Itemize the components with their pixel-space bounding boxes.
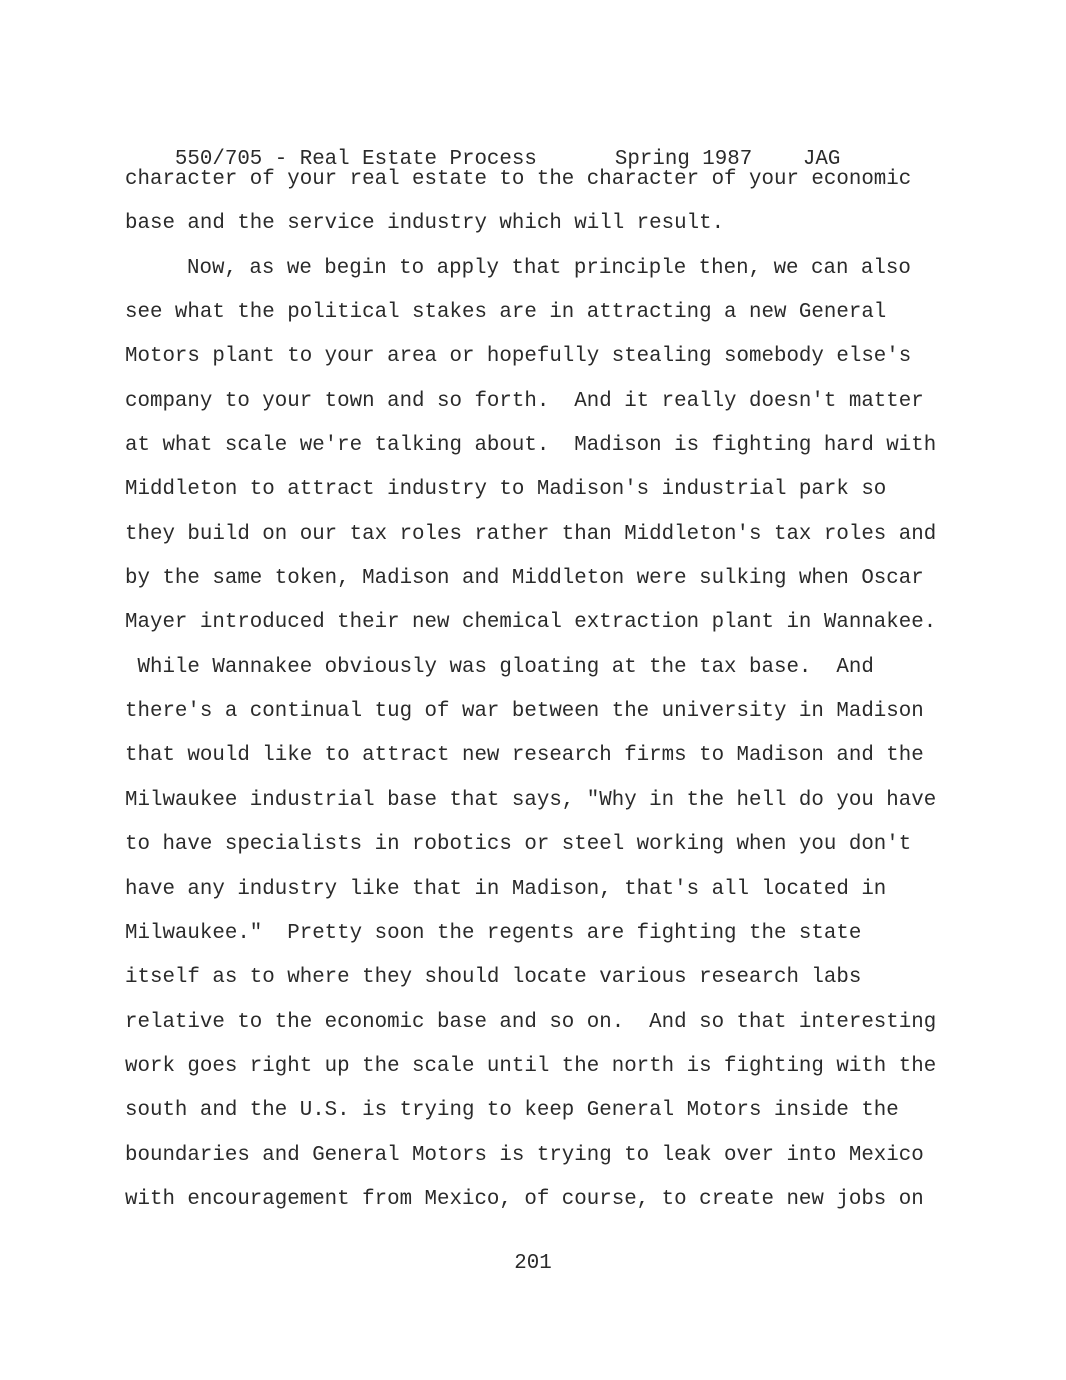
text-line: While Wannakee obviously was gloating at the tax base. And [125,655,874,679]
text-line: base and the service industry which will result. [125,212,725,236]
course-title: 550/705 - Real Estate Process [174,148,537,171]
text-line: Milwaukee industrial base that says, "Why in the hell do you have [125,788,937,812]
text-line: Mayer introduced their new chemical extraction plant in Wannakee. [125,611,937,635]
text-line: boundaries and General Motors is trying to leak over into Mexico [125,1143,924,1167]
text-line: that would like to attract new research firms to Madison and the [125,744,924,768]
paragraph-start-line: Now, as we begin to apply that principle then, we can also [187,256,911,280]
text-line: character of your real estate to the character of your economic [125,168,912,191]
text-line: see what the political stakes are in attracting a new General [125,301,887,325]
page-number: 201 [514,1252,552,1275]
text-line: there's a continual tug of war between the university in Madison [125,700,924,724]
text-line: by the same token, Madison and Middleton were sulking when Oscar [125,567,924,591]
term-label: Spring 1987 [614,148,753,171]
text-line: have any industry like that in Madison, that's all located in [125,877,887,901]
transcript-body [125,168,955,1232]
text-line: at what scale we're talking about. Madison is fighting hard with [125,434,937,458]
text-line: to have specialists in robotics or steel working when you don't [125,833,912,857]
text-line: south and the U.S. is trying to keep General Motors inside the [125,1099,899,1123]
text-line: they build on our tax roles rather than Middleton's tax roles and [125,522,937,546]
text-line: work goes right up the scale until the north is fighting with the [125,1054,937,1078]
text-line: Motors plant to your area or hopefully stealing somebody else's [125,345,912,369]
text-line: itself as to where they should locate various research labs [125,966,862,990]
text-line: Middleton to attract industry to Madison's industrial park so [125,478,887,502]
text-line: relative to the economic base and so on. And so that interesting [125,1010,937,1034]
text-line: with encouragement from Mexico, of course, to create new jobs on [125,1187,924,1211]
text-line: company to your town and so forth. And it really doesn't matter [125,389,924,413]
author-initials: JAG [802,148,841,171]
text-line: Milwaukee." Pretty soon the regents are fighting the state [125,921,862,945]
